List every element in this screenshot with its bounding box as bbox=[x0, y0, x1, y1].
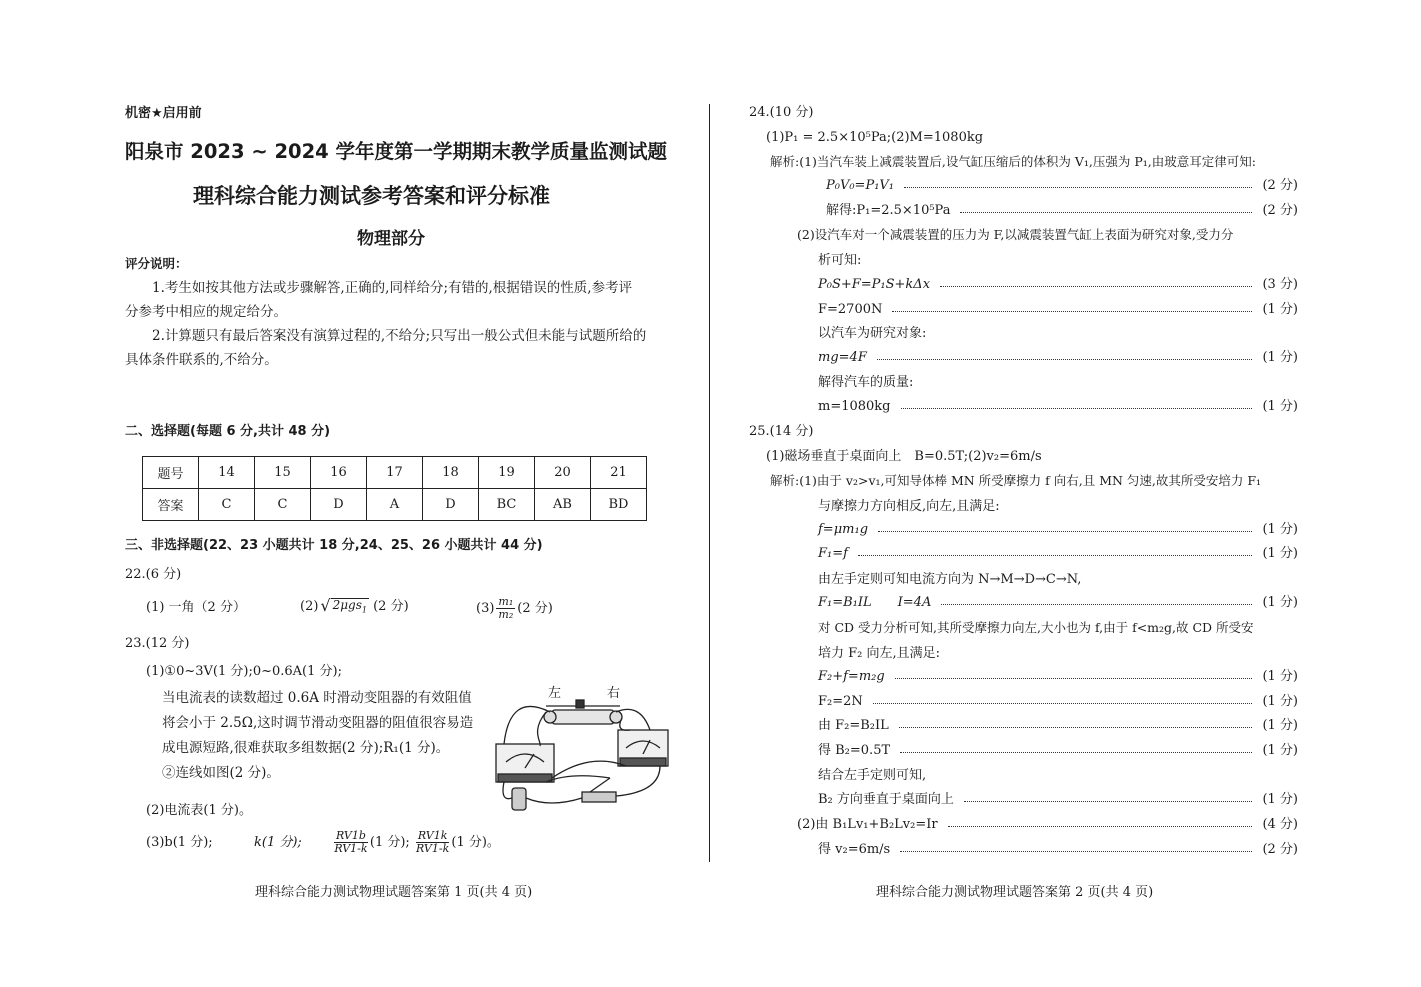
table-cell: D bbox=[423, 489, 479, 521]
table-cell: 18 bbox=[423, 457, 479, 489]
q25-step: B₂ 方向垂直于桌面向上 (1 分) bbox=[818, 792, 1298, 807]
q25-answer: (1)磁场垂直于桌面向上 B=0.5T;(2)v₂=6m/s bbox=[766, 449, 1042, 464]
table-cell: BD bbox=[591, 489, 647, 521]
table-cell: 16 bbox=[311, 457, 367, 489]
q22-answer-3: (3) $\frac{\text{m₁}}{\text{m₂}}$ (2 分) bbox=[476, 595, 553, 621]
q25-text-4: 结合左手定则可知, bbox=[818, 768, 927, 783]
footer-page-2: 理科综合能力测试物理试题答案第 2 页(共 4 页) bbox=[876, 885, 1154, 900]
notes-title: 评分说明： bbox=[125, 256, 188, 271]
table-cell: 14 bbox=[199, 457, 255, 489]
diagram-label-left: 左 bbox=[548, 686, 562, 701]
q22-answer-2: (2) √ 2μgs$_1$ (2 分) bbox=[300, 596, 409, 615]
footer-page-1: 理科综合能力测试物理试题答案第 1 页(共 4 页) bbox=[255, 885, 533, 900]
table-cell: C bbox=[255, 489, 311, 521]
table-cell: AB bbox=[535, 489, 591, 521]
exam-title: 阳泉市 2023 ~ 2024 学年度第一学期期末教学质量监测试题 bbox=[125, 140, 668, 163]
q25-step: 得 v₂=6m/s (2 分) bbox=[818, 842, 1298, 857]
scoring-notes: 1.考生如按其他方法或步骤解答,正确的,同样给分;有错的,根据错误的性质,参考评 分参考中相应的规定给分。 2.计算题只有最后答案没有演算过程的,不给分;只写出一般公式但未能与试题所给的 具体条件联系的,不给分。 bbox=[125, 280, 647, 368]
q24-step: P₀V₀=P₁V₁ (2 分) bbox=[826, 178, 1298, 193]
q24-solution-2b: 析可知: bbox=[818, 253, 862, 268]
nonmc-section-title: 三、非选择题(22、23 小题共计 18 分,24、25、26 小题共计 44 分) bbox=[125, 538, 543, 553]
table-cell: 17 bbox=[367, 457, 423, 489]
table-header-answer: 答案 bbox=[143, 489, 199, 521]
q25-step: F₂=2N (1 分) bbox=[818, 694, 1298, 709]
table-cell: 15 bbox=[255, 457, 311, 489]
q25-solution-1: 解析:(1)由于 v₂>v₁,可知导体棒 MN 所受摩擦力 f 向右,且 MN 匀速,故其所受安培力 F₁ bbox=[770, 473, 1262, 488]
answer-title: 理科综合能力测试参考答案和评分标准 bbox=[193, 184, 550, 208]
q25-step: 由 F₂=B₂IL (1 分) bbox=[818, 718, 1298, 733]
confidential-label: 机密★启用前 bbox=[125, 106, 202, 121]
table-row-answers bbox=[143, 489, 647, 521]
section-title: 物理部分 bbox=[357, 229, 425, 249]
q25-step: (2)由 B₁Lv₁+B₂Lv₂=Ir (4 分) bbox=[797, 817, 1298, 832]
q24-solution-1: 解析:(1)当汽车装上减震装置后,设气缸压缩后的体积为 V₁,压强为 P₁,由玻意耳定律可知: bbox=[770, 154, 1256, 169]
answer-table bbox=[142, 456, 647, 521]
q25-text-3a: 对 CD 受力分析可知,其所受摩擦力向左,大小也为 f,由于 f<m₂g,故 CD 所受安 bbox=[818, 620, 1254, 635]
q24-step: 解得:P₁=2.5×10⁵Pa (2 分) bbox=[826, 203, 1298, 218]
circuit-diagram bbox=[490, 682, 672, 812]
q25-solution-1b: 与摩擦力方向相反,向左,且满足: bbox=[818, 499, 1000, 514]
page-divider bbox=[709, 104, 710, 862]
q25-step: f=μm₁g (1 分) bbox=[818, 522, 1298, 537]
q23-part3: (3)b(1 分); k(1 分); $\frac{RV1b}{RV1-k}$ (1 分); $\frac{RV1k}{RV1-k}$ (1 分)。 bbox=[146, 829, 500, 855]
table-cell: 20 bbox=[535, 457, 591, 489]
q25-step: F₁=f (1 分) bbox=[818, 546, 1298, 561]
table-cell: D bbox=[311, 489, 367, 521]
q23-heading: 23.(12 分) bbox=[125, 636, 190, 651]
q23-explanation: 当电流表的读数超过 0.6A 时滑动变阻器的有效阻值 将会小于 2.5Ω,这时调节滑动变阻器的阻值很容易造 成电源短路,很难获取多组数据(2 分);R₁(1 分)。 ②连线如图(2 分)。 bbox=[162, 690, 474, 781]
table-header-question: 题号 bbox=[143, 457, 199, 489]
q22-heading: 22.(6 分) bbox=[125, 567, 182, 582]
q24-step: F=2700N (1 分) bbox=[818, 302, 1298, 317]
q25-text-3b: 培力 F₂ 向左,且满足: bbox=[818, 646, 941, 661]
q24-text-3: 以汽车为研究对象: bbox=[818, 326, 927, 341]
q23-part2: (2)电流表(1 分)。 bbox=[146, 803, 252, 818]
q25-step: F₁=B₁IL I=4A (1 分) bbox=[818, 595, 1298, 610]
table-cell: C bbox=[199, 489, 255, 521]
q24-text-4: 解得汽车的质量: bbox=[818, 375, 914, 390]
q24-heading: 24.(10 分) bbox=[749, 105, 814, 120]
diagram-label-right: 右 bbox=[607, 686, 621, 701]
q24-step: mg=4F (1 分) bbox=[818, 350, 1298, 365]
q24-solution-2: (2)设汽车对一个减震装置的压力为 F,以减震装置气缸上表面为研究对象,受力分 bbox=[797, 227, 1234, 242]
q25-step: F₂+f=m₂g (1 分) bbox=[818, 669, 1298, 684]
q25-step: 得 B₂=0.5T (1 分) bbox=[818, 743, 1298, 758]
q24-answer: (1)P₁ = 2.5×10⁵Pa;(2)M=1080kg bbox=[766, 130, 984, 145]
q24-step: P₀S+F=P₁S+kΔx (3 分) bbox=[818, 277, 1298, 292]
q25-text-2: 由左手定则可知电流方向为 N→M→D→C→N, bbox=[818, 572, 1082, 587]
table-cell: A bbox=[367, 489, 423, 521]
q23-part1: (1)①0~3V(1 分);0~0.6A(1 分); bbox=[146, 664, 342, 679]
table-cell: BC bbox=[479, 489, 535, 521]
q22-answer-1: (1) 一角（2 分） bbox=[146, 600, 246, 615]
table-cell: 19 bbox=[479, 457, 535, 489]
q25-heading: 25.(14 分) bbox=[749, 424, 814, 439]
mc-section-title: 二、选择题(每题 6 分,共计 48 分) bbox=[125, 424, 331, 439]
table-row-questions bbox=[143, 457, 647, 489]
table-cell: 21 bbox=[591, 457, 647, 489]
q24-step: m=1080kg (1 分) bbox=[818, 399, 1298, 414]
